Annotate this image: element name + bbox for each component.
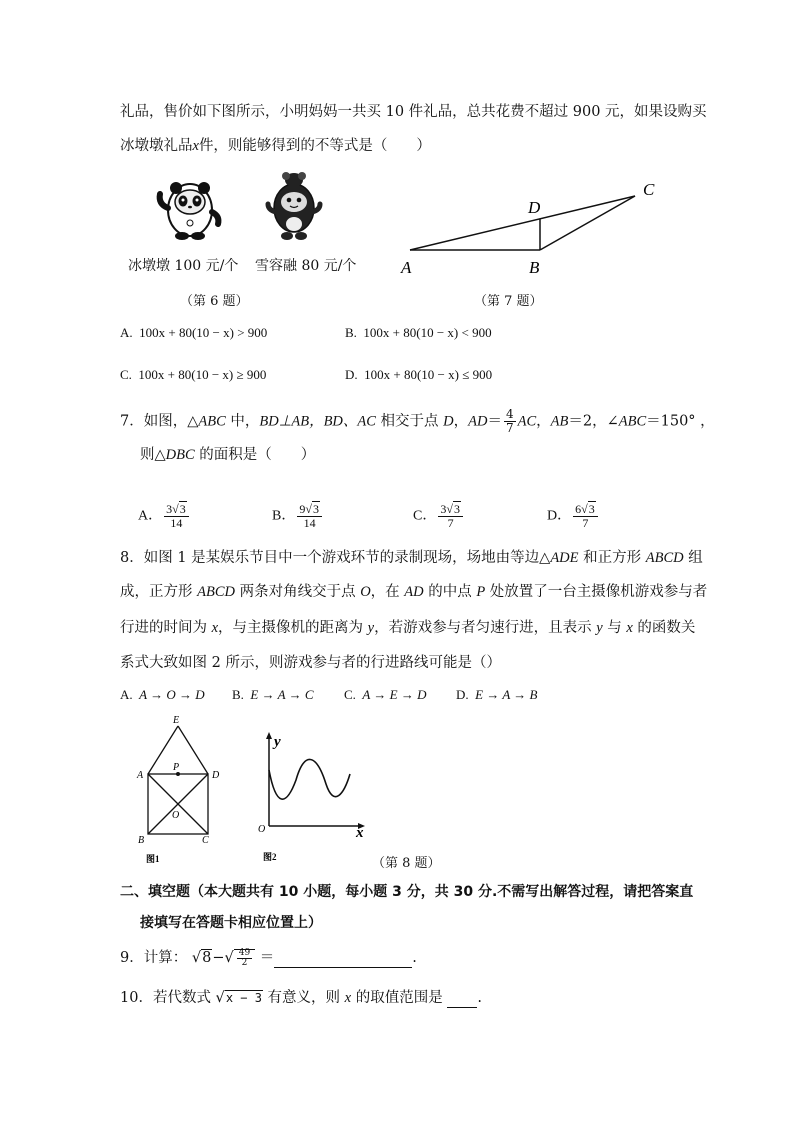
fig1-label-p: P bbox=[173, 762, 180, 773]
q8-figure-caption: （第 8 题） bbox=[372, 856, 441, 871]
fig2-label-y: y bbox=[274, 734, 281, 750]
q8-stem-line1: 8．如图 1 是某娱乐节目中一个游戏环节的录制现场，场地由等边△ADE 和正方形 ABCD 组 bbox=[120, 550, 703, 566]
q6-option-b[interactable]: B. 100x + 80(10 − x) < 900 bbox=[345, 325, 492, 340]
fig2-caption: 图2 bbox=[263, 852, 277, 862]
fig1-label-o: O bbox=[172, 810, 180, 821]
q6-figure-caption: （第 6 题） bbox=[180, 294, 249, 309]
q6-stem-line2: 冰墩墩礼品x件，则能够得到的不等式是（ ） bbox=[120, 138, 431, 154]
q7-figure-caption: （第 7 题） bbox=[474, 294, 543, 309]
q7-fraction: $\frac{4}{7}$ bbox=[505, 407, 514, 435]
q8-figure2 bbox=[250, 722, 375, 867]
q6-option-c[interactable]: C. 100x + 80(10 − x) ≥ 900 bbox=[120, 367, 267, 382]
q7-label-a: A bbox=[401, 258, 412, 277]
fig2-label-o: O bbox=[258, 824, 266, 835]
q10-line: 10．若代数式 √x − 3 有意义，则 x 的取值范围是 . bbox=[120, 990, 482, 1006]
mascot2-caption: 雪容融 80 元/个 bbox=[255, 258, 357, 274]
q7-triangle-figure bbox=[395, 175, 670, 285]
mascot1-caption: 冰墩墩 100 元/个 bbox=[128, 258, 239, 274]
q6-option-d[interactable]: D. 100x + 80(10 − x) ≤ 900 bbox=[345, 367, 493, 382]
section2-heading-line2: 接填写在答题卡相应位置上） bbox=[140, 915, 322, 931]
fig2-label-x: x bbox=[356, 825, 364, 841]
q7-option-b[interactable]: B． $\frac{9√3}{14}$ bbox=[272, 503, 324, 530]
q7-option-a[interactable]: A． $\frac{3√3}{14}$ bbox=[138, 503, 191, 530]
bingdwendwen-mascot-image bbox=[150, 168, 230, 248]
q8-figure1 bbox=[130, 712, 230, 867]
q9-line: 9．计算： √8−√ $\frac{49}{2}$ ＝ . bbox=[120, 947, 417, 968]
q8-option-a[interactable]: A. A → O → D bbox=[120, 687, 205, 702]
q6-option-a[interactable]: A. 100x + 80(10 − x) > 900 bbox=[120, 325, 268, 340]
q7-stem-line2: 则△DBC 的面积是（ ） bbox=[140, 447, 316, 463]
fig1-label-d: D bbox=[212, 770, 220, 781]
q7-label-d: D bbox=[528, 198, 541, 217]
q8-stem-line4: 系式大致如图 2 所示，则游戏参与者的行进路线可能是（） bbox=[120, 655, 501, 671]
shuey-rhon-rhon-mascot-image bbox=[262, 168, 326, 246]
q6-stem-line1: 礼品，售价如下图所示，小明妈妈一共买 10 件礼品，总共花费不超过 900 元，如果设购买 bbox=[120, 104, 707, 120]
fig1-label-c: C bbox=[202, 835, 209, 846]
q7-stem-line1: 7．如图，△ABC 中，BD⊥AB，BD、AC 相交于点 D，AD＝ $\frac{4}{7}$ AC，AB＝2，∠ABC＝150° ， bbox=[120, 407, 715, 435]
q8-stem-line2: 成，正方形 ABCD 两条对角线交于点 O，在 AD 的中点 P 处放置了一台主摄像机游戏参与者 bbox=[120, 584, 708, 600]
q8-option-b[interactable]: B. E → A → C bbox=[232, 687, 314, 702]
fig1-caption: 图1 bbox=[146, 854, 160, 864]
section2-heading-line1: 二、填空题（本大题共有 10 小题，每小题 3 分，共 30 分.不需写出解答过程，请把答案直 bbox=[120, 884, 694, 900]
q10-answer-blank[interactable] bbox=[447, 991, 477, 1008]
q7-label-c: C bbox=[643, 180, 655, 199]
q7-label-b: B bbox=[529, 258, 540, 277]
q8-stem-line3: 行进的时间为 x，与主摄像机的距离为 y，若游戏参与者匀速行进，且表示 y 与 x 的函数关 bbox=[120, 620, 696, 636]
q7-option-c[interactable]: C． $\frac{3√3}{7}$ bbox=[413, 503, 465, 530]
fig1-label-a: A bbox=[137, 770, 144, 781]
fig1-label-b: B bbox=[138, 835, 145, 846]
q7-option-d[interactable]: D． $\frac{6√3}{7}$ bbox=[547, 503, 600, 530]
q9-answer-blank[interactable] bbox=[274, 951, 412, 968]
q8-option-d[interactable]: D. E → A → B bbox=[456, 687, 538, 702]
q8-option-c[interactable]: C. A → E → D bbox=[344, 687, 427, 702]
fig1-label-e: E bbox=[173, 715, 180, 726]
